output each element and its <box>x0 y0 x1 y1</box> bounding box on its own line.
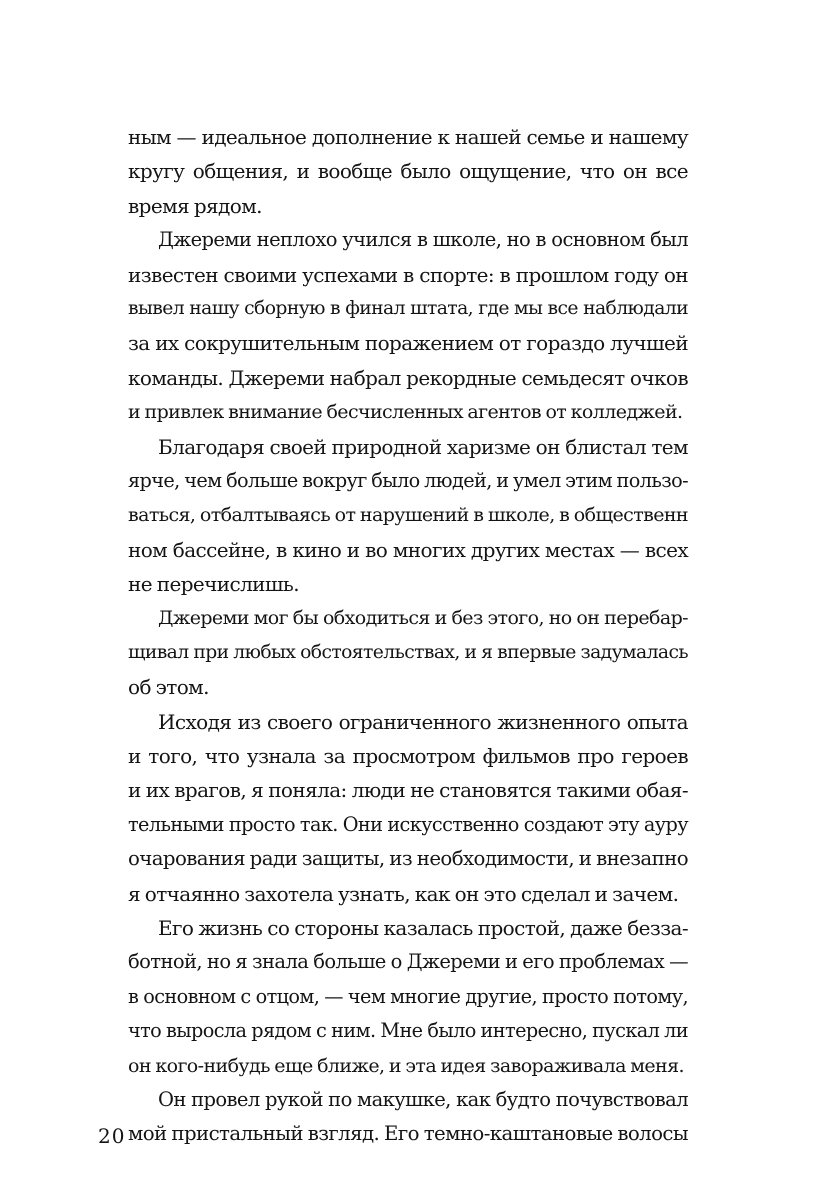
paragraph <box>128 601 688 704</box>
text-line: и привлек внимание бесчисленных агентов от колледжей. <box>128 401 683 424</box>
text-line: ваться, отбалтываясь от нарушений в школе, в общественн <box>128 504 688 527</box>
paragraph <box>128 911 688 1083</box>
paragraph <box>128 223 688 429</box>
text-line: ботной, но я знала больше о Джереми и его проблемах — <box>128 950 688 974</box>
text-line: тельными просто так. Они искусственно создают эту ауру <box>128 812 688 836</box>
paragraph <box>128 430 688 602</box>
text-line: он кого-нибудь еще ближе, и эта идея завораживала меня. <box>128 1054 684 1077</box>
text-line: об этом. <box>128 675 209 700</box>
text-line: щивал при любых обстоятельствах, и я впервые задумалась <box>128 641 688 663</box>
text-line: Благодаря своей природной харизме он блистал тем <box>158 434 688 459</box>
text-line: Джереми мог бы обходиться и без этого, но он перебар- <box>158 607 688 630</box>
text-line: кругу общения, и вообще было ощущение, что он все <box>128 159 688 184</box>
text-line: вывел нашу сборную в финал штата, где мы все наблюдали <box>128 297 688 319</box>
text-line: ярче, чем больше вокруг было людей, и умел этим пользо- <box>128 468 688 492</box>
paragraph <box>128 705 688 911</box>
text-line: в основном с отцом, — чем многие другие, просто потому, <box>128 984 688 1008</box>
page-body <box>128 120 688 1152</box>
text-line: мой пристальный взгляд. Его темно-каштановые волосы <box>128 1122 688 1146</box>
text-line: я отчаянно захотела узнать, как он это сделал и зачем. <box>128 881 679 906</box>
text-line: не перечислишь. <box>128 572 299 597</box>
paragraph <box>128 120 688 223</box>
text-line: Джереми неплохо учился в школе, но в основном был <box>158 228 688 252</box>
text-line: и того, что узнала за просмотром фильмов про героев <box>128 744 688 769</box>
text-line: очарования ради защиты, из необходимости, и внезапно <box>128 847 688 871</box>
text-line: Он провел рукой по макушке, как будто почувствовал <box>158 1087 688 1111</box>
text-line: Его жизнь со стороны казалась простой, даже безза- <box>158 915 688 940</box>
paragraph <box>128 1083 688 1152</box>
text-line: известен своими успехами в спорте: в прошлом году он <box>128 262 688 287</box>
text-line: и их врагов, я поняла: люди не становятся такими обая- <box>128 778 688 803</box>
text-line: команды. Джереми набрал рекордные семьдесят очков <box>128 365 688 390</box>
text-line: Исходя из своего ограниченного жизненного опыта <box>158 709 688 734</box>
text-line: время рядом. <box>128 193 262 218</box>
text-line: ным — идеальное дополнение к нашей семье и нашему <box>128 125 688 149</box>
page-number: 20 <box>98 1124 126 1148</box>
text-line: что выросла рядом с ним. Мне было интересно, пускал ли <box>128 1019 688 1043</box>
text-line: ном бассейне, в кино и во многих других местах — всех <box>128 537 688 562</box>
text-line: за их сокрушительным поражением от гораздо лучшей <box>128 331 688 356</box>
